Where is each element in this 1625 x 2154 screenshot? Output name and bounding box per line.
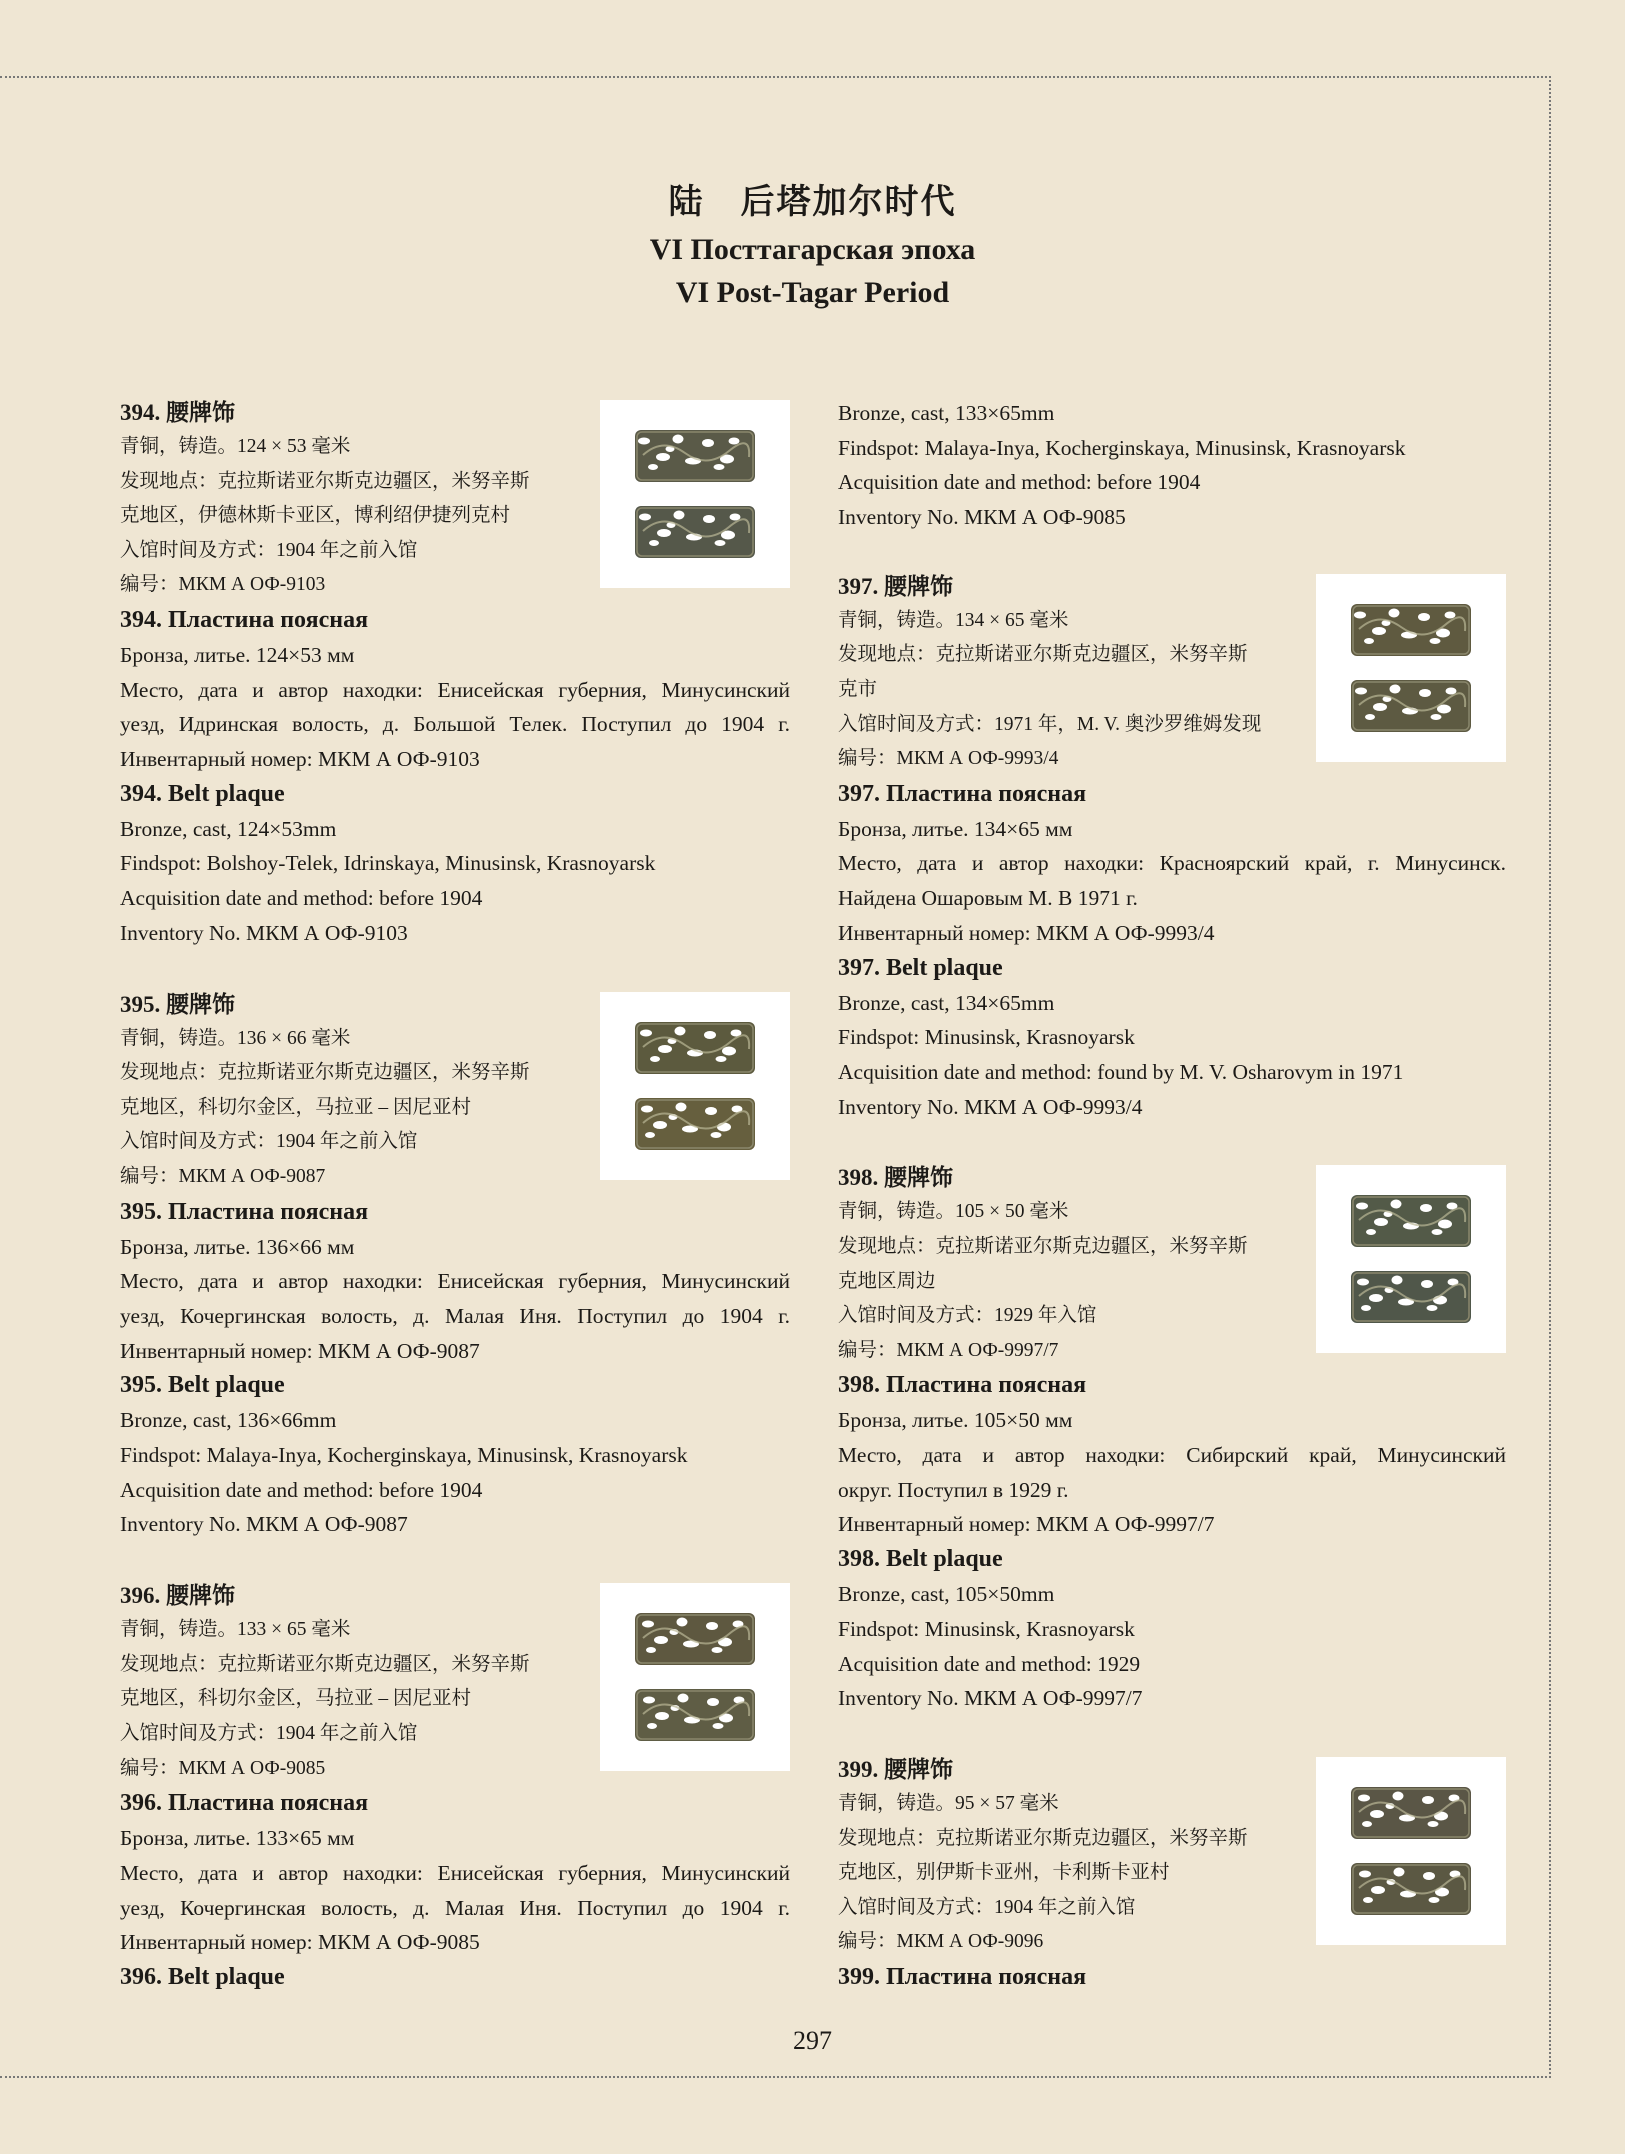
entry-title-zh: 397. 腰牌饰 bbox=[838, 573, 953, 599]
entry-material-en: Bronze, cast, 136×66mm bbox=[120, 1408, 337, 1433]
entry-inventory-en: Inventory No. МКМ А ОФ-9103 bbox=[120, 920, 408, 945]
entry-inventory-zh: 编号：МКМ А ОФ-9087 bbox=[120, 1165, 326, 1187]
entry-acquisition-zh: 入馆时间及方式：1904 年之前入馆 bbox=[120, 539, 418, 561]
plaque-photo bbox=[600, 992, 790, 1180]
section-title-en: VI Post-Tagar Period bbox=[675, 276, 950, 309]
section-title-ru: VI Посттагарская эпоха bbox=[649, 233, 976, 266]
entry-title-zh: 398. 腰牌饰 bbox=[838, 1165, 953, 1191]
entry-findspot-ru-cont: уезд, Идринская волость, д. Большой Телек. Поступил до 1904 г. bbox=[120, 712, 790, 737]
entry-inventory-ru: Инвентарный номер: МКМ А ОФ-9087 bbox=[120, 1338, 480, 1363]
entry-findspot-zh: 发现地点：克拉斯诺亚尔斯克边疆区，米努辛斯 bbox=[120, 1653, 530, 1675]
plaque-image-top bbox=[1349, 1192, 1473, 1250]
entry-findspot-ru: Место, дата и автор находки: Красноярский край, г. Минусинск. bbox=[838, 851, 1506, 876]
plaque-image-bottom bbox=[633, 1686, 757, 1744]
entry-title-zh: 395. 腰牌饰 bbox=[120, 991, 235, 1017]
entry-inventory-ru: Инвентарный номер: МКМ А ОФ-9997/7 bbox=[838, 1512, 1215, 1537]
entry-inventory-en: Inventory No. МКМ А ОФ-9997/7 bbox=[838, 1686, 1143, 1711]
section-header bbox=[0, 178, 1625, 314]
entry-title-ru: 396. Пластина поясная bbox=[120, 1790, 369, 1817]
entry-findspot-zh-cont: 克地区，科切尔金区，马拉亚 – 因尼亚村 bbox=[120, 1096, 472, 1118]
entry-title-zh: 399. 腰牌饰 bbox=[838, 1757, 953, 1782]
entry-material-en: Bronze, cast, 133×65mm bbox=[838, 401, 1055, 425]
entry-acquisition-zh: 入馆时间及方式：1904 年之前入馆 bbox=[120, 1722, 418, 1744]
catalog-entry-398 bbox=[838, 1161, 1506, 1716]
entry-findspot-ru-cont: уезд, Кочергинская волость, д. Малая Иня. Поступил до 1904 г. bbox=[120, 1303, 790, 1328]
entry-material-ru: Бронза, литье. 134×65 мм bbox=[838, 816, 1073, 841]
entry-acquisition-en: Acquisition date and method: before 1904 bbox=[120, 1477, 483, 1502]
entry-acquisition-en: Acquisition date and method: 1929 bbox=[838, 1651, 1141, 1676]
entry-inventory-en: Inventory No. МКМ А ОФ-9087 bbox=[120, 1512, 408, 1537]
entry-findspot-en: Findspot: Malaya-Inya, Kocherginskaya, Minusinsk, Krasnoyarsk bbox=[120, 1443, 688, 1468]
entry-inventory-zh: 编号：МКМ А ОФ-9085 bbox=[120, 1757, 326, 1779]
entry-material-en: Bronze, cast, 105×50mm bbox=[838, 1582, 1055, 1607]
entry-findspot-zh: 发现地点：克拉斯诺亚尔斯克边疆区，米努辛斯 bbox=[120, 1062, 530, 1084]
plaque-image-top bbox=[1349, 1784, 1473, 1842]
entry-findspot-ru: Место, дата и автор находки: Енисейская губерния, Минусинский bbox=[120, 1860, 790, 1885]
plaque-photo bbox=[600, 400, 790, 588]
entry-title-zh: 396. 腰牌饰 bbox=[120, 1583, 235, 1609]
right-column bbox=[838, 396, 1506, 2032]
catalog-entry-396-continued bbox=[838, 396, 1506, 535]
entry-title-ru: 398. Пластина поясная bbox=[838, 1372, 1087, 1399]
plaque-photo bbox=[1316, 574, 1506, 762]
entry-inventory-zh: 编号：МКМ А ОФ-9993/4 bbox=[838, 748, 1059, 770]
plaque-image-top bbox=[633, 1019, 757, 1077]
entry-title-ru: 397. Пластина поясная bbox=[838, 780, 1087, 807]
entry-material-zh: 青铜，铸造。133 × 65 毫米 bbox=[120, 1619, 351, 1641]
plaque-photo bbox=[1316, 1165, 1506, 1353]
plaque-image-bottom bbox=[1349, 677, 1473, 735]
entry-findspot-ru: Место, дата и автор находки: Сибирский край, Минусинский bbox=[838, 1443, 1506, 1468]
entry-findspot-zh: 发现地点：克拉斯诺亚尔斯克边疆区，米努辛斯 bbox=[838, 644, 1248, 666]
entry-title-ru: 395. Пластина поясная bbox=[120, 1198, 369, 1225]
entry-material-zh: 青铜，铸造。95 × 57 毫米 bbox=[838, 1793, 1059, 1814]
entry-material-en: Bronze, cast, 134×65mm bbox=[838, 990, 1055, 1015]
entry-title-en: 397. Belt plaque bbox=[838, 954, 1003, 981]
entry-findspot-zh: 发现地点：克拉斯诺亚尔斯克边疆区，米努辛斯 bbox=[838, 1236, 1248, 1257]
entry-material-ru: Бронза, литье. 133×65 мм bbox=[120, 1826, 355, 1851]
entry-acquisition-zh: 入馆时间及方式：1929 年入馆 bbox=[838, 1305, 1097, 1327]
catalog-entry-394 bbox=[120, 396, 790, 951]
entry-inventory-zh: 编号：МКМ А ОФ-9997/7 bbox=[838, 1339, 1059, 1361]
plaque-image-bottom bbox=[1349, 1860, 1473, 1918]
entry-inventory-ru: Инвентарный номер: МКМ А ОФ-9085 bbox=[120, 1930, 480, 1955]
catalog-entry-396 bbox=[120, 1579, 790, 1995]
entry-inventory-zh: 编号：МКМ А ОФ-9103 bbox=[120, 574, 326, 596]
entry-findspot-ru-cont: уезд, Кочергинская волость, д. Малая Иня. Поступил до 1904 г. bbox=[120, 1895, 790, 1920]
entry-material-en: Bronze, cast, 124×53mm bbox=[120, 816, 337, 841]
entry-findspot-ru: Место, дата и автор находки: Енисейская губерния, Минусинский bbox=[120, 1269, 790, 1294]
entry-title-en: 396. Belt plaque bbox=[120, 1963, 285, 1990]
catalog-entry-399 bbox=[838, 1753, 1506, 1995]
entry-acquisition-en: Acquisition date and method: found by M. V. Osharovym in 1971 bbox=[838, 1060, 1404, 1084]
page-number: 297 bbox=[793, 2026, 832, 2055]
plaque-photo bbox=[600, 1583, 790, 1771]
entry-material-ru: Бронза, литье. 105×50 мм bbox=[838, 1408, 1073, 1433]
entry-material-ru: Бронза, литье. 136×66 мм bbox=[120, 1234, 355, 1259]
entry-title-ru: 399. Пластина поясная bbox=[838, 1963, 1087, 1990]
entry-acquisition-zh: 入馆时间及方式：1971 年，M. V. 奥沙罗维姆发现 bbox=[838, 713, 1262, 735]
entry-material-ru: Бронза, литье. 124×53 мм bbox=[120, 642, 355, 667]
entry-acquisition-en: Acquisition date and method: before 1904 bbox=[120, 886, 483, 911]
plaque-image-bottom bbox=[1349, 1268, 1473, 1326]
entry-findspot-en: Findspot: Minusinsk, Krasnoyarsk bbox=[838, 1025, 1135, 1050]
entry-material-zh: 青铜，铸造。124 × 53 毫米 bbox=[120, 436, 351, 457]
entry-findspot-zh: 发现地点：克拉斯诺亚尔斯克边疆区，米努辛斯 bbox=[838, 1827, 1248, 1849]
entry-findspot-en: Findspot: Minusinsk, Krasnoyarsk bbox=[838, 1616, 1135, 1641]
entry-material-zh: 青铜，铸造。134 × 65 毫米 bbox=[838, 609, 1069, 631]
entry-findspot-zh: 发现地点：克拉斯诺亚尔斯克边疆区，米努辛斯 bbox=[120, 470, 530, 492]
entry-material-zh: 青铜，铸造。105 × 50 毫米 bbox=[838, 1201, 1069, 1223]
entry-acquisition-zh: 入馆时间及方式：1904 年之前入馆 bbox=[838, 1896, 1136, 1918]
entry-material-zh: 青铜，铸造。136 × 66 毫米 bbox=[120, 1027, 351, 1049]
entry-acquisition-zh: 入馆时间及方式：1904 年之前入馆 bbox=[120, 1131, 418, 1153]
plaque-photo bbox=[1316, 1757, 1506, 1945]
entry-title-en: 394. Belt plaque bbox=[120, 780, 285, 807]
entry-findspot-ru-cont: Найдена Ошаровым М. В 1971 г. bbox=[838, 886, 1138, 911]
entry-findspot-zh-cont: 克地区，科切尔金区，马拉亚 – 因尼亚村 bbox=[120, 1688, 472, 1710]
entry-inventory-ru: Инвентарный номер: МКМ А ОФ-9993/4 bbox=[838, 920, 1215, 945]
entry-inventory-zh: 编号：МКМ А ОФ-9096 bbox=[838, 1931, 1044, 1953]
entry-title-en: 398. Belt plaque bbox=[838, 1546, 1003, 1573]
entry-findspot-ru: Место, дата и автор находки: Енисейская губерния, Минусинский bbox=[120, 677, 790, 702]
plaque-image-top bbox=[633, 1610, 757, 1668]
entry-findspot-en: Findspot: Bolshoy-Telek, Idrinskaya, Minusinsk, Krasnoyarsk bbox=[120, 851, 656, 876]
entry-findspot-en: Findspot: Malaya-Inya, Kocherginskaya, Minusinsk, Krasnoyarsk bbox=[838, 435, 1406, 460]
entry-findspot-zh-cont: 克市 bbox=[838, 679, 878, 700]
plaque-image-top bbox=[633, 427, 757, 485]
entry-title-zh: 394. 腰牌饰 bbox=[120, 400, 235, 425]
catalog-entry-395 bbox=[120, 988, 790, 1543]
entry-acquisition-en: Acquisition date and method: before 1904 bbox=[838, 470, 1201, 495]
plaque-image-bottom bbox=[633, 503, 757, 561]
entry-inventory-ru: Инвентарный номер: МКМ А ОФ-9103 bbox=[120, 747, 480, 772]
entry-title-ru: 394. Пластина поясная bbox=[120, 606, 369, 633]
section-title-zh: 陆 后塔加尔时代 bbox=[668, 184, 957, 221]
entry-findspot-ru-cont: округ. Поступил в 1929 г. bbox=[838, 1477, 1069, 1502]
entry-findspot-zh-cont: 克地区，别伊斯卡亚州，卡利斯卡亚村 bbox=[838, 1862, 1170, 1884]
plaque-image-top bbox=[1349, 601, 1473, 659]
entry-findspot-zh-cont: 克地区周边 bbox=[838, 1270, 936, 1292]
plaque-image-bottom bbox=[633, 1095, 757, 1153]
entry-inventory-en: Inventory No. МКМ А ОФ-9993/4 bbox=[838, 1094, 1143, 1119]
entry-title-en: 395. Belt plaque bbox=[120, 1372, 285, 1399]
left-column bbox=[120, 396, 790, 2032]
entry-inventory-en: Inventory No. МКМ А ОФ-9085 bbox=[838, 505, 1126, 530]
entry-findspot-zh-cont: 克地区，伊德林斯卡亚区，博利绍伊捷列克村 bbox=[120, 505, 511, 527]
catalog-entry-397 bbox=[838, 570, 1506, 1125]
